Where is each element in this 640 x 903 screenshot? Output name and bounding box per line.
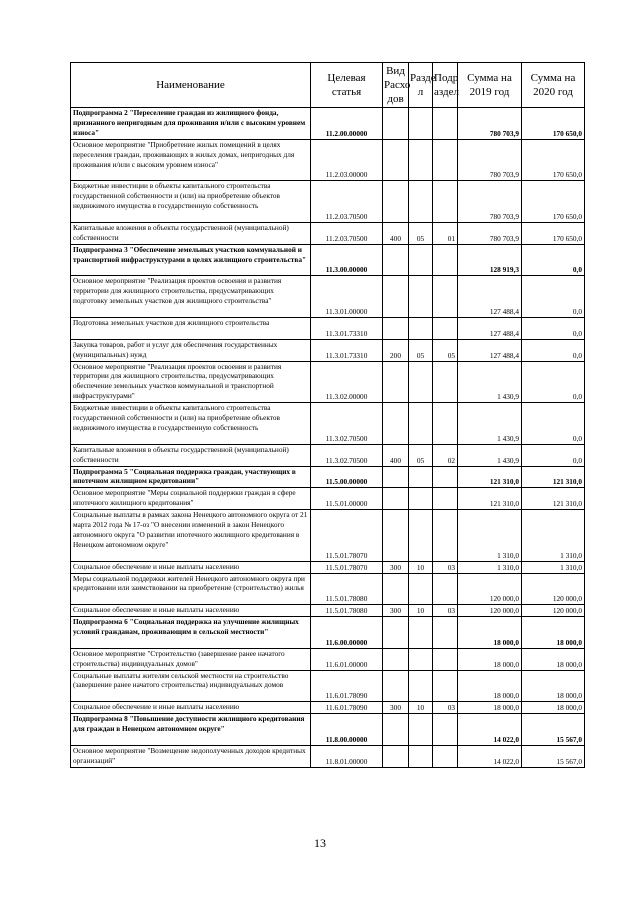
cell-name: Бюджетные инвестиции в объекты капитального строительства государственной собственности и (или) на приобретение объектов недвижимого имущества в государственную собственность — [71, 181, 311, 223]
cell-expense-type — [383, 181, 409, 223]
cell-expense-type — [383, 276, 409, 318]
cell-name: Социальное обеспечение и иные выплаты населению — [71, 702, 311, 714]
table-row — [71, 561, 585, 573]
cell-expense-type: 300 — [383, 605, 409, 617]
cell-target: 11.2.03.70500 — [311, 181, 383, 223]
cell-name: Социальные выплаты жителям сельской местности на строительство (завершение ранее начатого строительства) индивидуальных домов — [71, 670, 311, 702]
cell-expense-type — [383, 670, 409, 702]
cell-expense-type — [383, 617, 409, 649]
header-section: Разде л — [409, 63, 433, 108]
cell-subsection — [433, 573, 458, 605]
cell-section: 10 — [409, 702, 433, 714]
table-row — [71, 181, 585, 223]
cell-name: Социальное обеспечение и иные выплаты населению — [71, 561, 311, 573]
cell-section — [409, 361, 433, 403]
header-sum-2020: Сумма на 2020 год — [522, 63, 585, 108]
table-row — [71, 361, 585, 403]
cell-sum-2019: 127 488,4 — [458, 339, 522, 361]
cell-section — [409, 403, 433, 445]
cell-section — [409, 648, 433, 670]
cell-sum-2020: 120 000,0 — [522, 573, 585, 605]
cell-target: 11.2.03.70500 — [311, 222, 383, 244]
cell-expense-type — [383, 244, 409, 276]
cell-sum-2019: 780 703,9 — [458, 222, 522, 244]
table-row — [71, 510, 585, 562]
cell-expense-type — [383, 108, 409, 140]
cell-section: 10 — [409, 605, 433, 617]
cell-name: Подпрограмма 5 "Социальная поддержка граждан, участвующих в ипотечном жилищном кредитовании" — [71, 466, 311, 488]
header-target: Целевая статья — [311, 63, 383, 108]
cell-target: 11.8.00.00000 — [311, 714, 383, 746]
cell-name: Основное мероприятие "Реализация проектов освоения и развития территории для жилищного строительства, предусматривающих обеспечение земельных участков коммунальной и транспортной инфраструктурами" — [71, 361, 311, 403]
header-name: Наименование — [71, 63, 311, 108]
budget-table — [70, 62, 585, 768]
cell-sum-2019: 127 488,4 — [458, 317, 522, 339]
cell-name: Меры социальной поддержки жителей Ненецкого автономного округа при кредитовании или заимствовании на приобретение (строительство) жилья — [71, 573, 311, 605]
cell-expense-type — [383, 403, 409, 445]
cell-section — [409, 510, 433, 562]
cell-subsection — [433, 317, 458, 339]
cell-target: 11.6.01.78090 — [311, 702, 383, 714]
cell-subsection — [433, 361, 458, 403]
cell-sum-2020: 18 000,0 — [522, 670, 585, 702]
table-row — [71, 244, 585, 276]
cell-target: 11.3.02.70500 — [311, 444, 383, 466]
cell-expense-type: 300 — [383, 561, 409, 573]
table-row — [71, 403, 585, 445]
cell-sum-2019: 780 703,9 — [458, 181, 522, 223]
table-row — [71, 444, 585, 466]
cell-section: 05 — [409, 444, 433, 466]
cell-sum-2020: 18 000,0 — [522, 648, 585, 670]
cell-expense-type — [383, 488, 409, 510]
cell-target: 11.2.03.00000 — [311, 139, 383, 181]
cell-sum-2020: 0,0 — [522, 444, 585, 466]
cell-target: 11.6.00.00000 — [311, 617, 383, 649]
cell-sum-2019: 780 703,9 — [458, 108, 522, 140]
table-row — [71, 670, 585, 702]
table-row — [71, 466, 585, 488]
cell-target: 11.5.01.00000 — [311, 488, 383, 510]
cell-name: Капитальные вложения в объекты государственной (муниципальной) собственности — [71, 222, 311, 244]
cell-name: Закупка товаров, работ и услуг для обеспечения государственных (муниципальных) нужд — [71, 339, 311, 361]
cell-target: 11.3.01.73310 — [311, 339, 383, 361]
cell-sum-2019: 128 919,3 — [458, 244, 522, 276]
cell-sum-2019: 18 000,0 — [458, 648, 522, 670]
cell-target: 11.3.00.00000 — [311, 244, 383, 276]
cell-sum-2019: 1 430,9 — [458, 444, 522, 466]
cell-sum-2019: 120 000,0 — [458, 605, 522, 617]
cell-section — [409, 139, 433, 181]
cell-sum-2019: 127 488,4 — [458, 276, 522, 318]
cell-expense-type: 300 — [383, 702, 409, 714]
cell-section: 05 — [409, 339, 433, 361]
cell-sum-2020: 170 650,0 — [522, 222, 585, 244]
cell-expense-type: 200 — [383, 339, 409, 361]
cell-name: Основное мероприятие "Реализация проектов освоения и развития территории для жилищного строительства, предусматривающих подготовку земельных участков для жилищного строительства" — [71, 276, 311, 318]
cell-subsection: 02 — [433, 444, 458, 466]
cell-name: Социальное обеспечение и иные выплаты населению — [71, 605, 311, 617]
cell-sum-2019: 14 022,0 — [458, 745, 522, 767]
cell-sum-2020: 15 567,0 — [522, 714, 585, 746]
table-row — [71, 488, 585, 510]
cell-subsection — [433, 403, 458, 445]
cell-expense-type — [383, 745, 409, 767]
cell-subsection — [433, 714, 458, 746]
cell-name: Подпрограмма 8 "Повышение доступности жилищного кредитования для граждан в Ненецком автономном округе" — [71, 714, 311, 746]
table-row — [71, 139, 585, 181]
cell-section — [409, 714, 433, 746]
cell-expense-type — [383, 317, 409, 339]
cell-section — [409, 276, 433, 318]
cell-sum-2019: 120 000,0 — [458, 573, 522, 605]
cell-section: 05 — [409, 222, 433, 244]
cell-subsection: 05 — [433, 339, 458, 361]
cell-sum-2019: 18 000,0 — [458, 670, 522, 702]
cell-target: 11.2.00.00000 — [311, 108, 383, 140]
cell-sum-2020: 1 310,0 — [522, 561, 585, 573]
cell-sum-2019: 14 022,0 — [458, 714, 522, 746]
cell-sum-2020: 1 310,0 — [522, 510, 585, 562]
cell-target: 11.3.01.73310 — [311, 317, 383, 339]
cell-sum-2020: 170 650,0 — [522, 181, 585, 223]
header-subsection: Подр аздел — [433, 63, 458, 108]
cell-subsection: 01 — [433, 222, 458, 244]
cell-name: Подготовка земельных участков для жилищного строительства — [71, 317, 311, 339]
cell-subsection — [433, 244, 458, 276]
cell-section — [409, 317, 433, 339]
cell-sum-2020: 121 310,0 — [522, 488, 585, 510]
cell-subsection — [433, 108, 458, 140]
cell-sum-2019: 18 000,0 — [458, 702, 522, 714]
cell-subsection — [433, 276, 458, 318]
table-row — [71, 573, 585, 605]
cell-target: 11.5.01.78070 — [311, 510, 383, 562]
cell-expense-type — [383, 466, 409, 488]
cell-subsection — [433, 648, 458, 670]
cell-name: Подпрограмма 3 "Обеспечение земельных участков коммунальной и транспортной инфраструктурами в целях жилищного строительства" — [71, 244, 311, 276]
cell-sum-2019: 1 430,9 — [458, 361, 522, 403]
cell-subsection — [433, 139, 458, 181]
cell-sum-2019: 1 430,9 — [458, 403, 522, 445]
cell-section — [409, 466, 433, 488]
cell-sum-2019: 121 310,0 — [458, 488, 522, 510]
table-row — [71, 605, 585, 617]
cell-sum-2020: 0,0 — [522, 317, 585, 339]
table-row — [71, 617, 585, 649]
cell-section — [409, 670, 433, 702]
cell-expense-type: 400 — [383, 222, 409, 244]
cell-expense-type — [383, 510, 409, 562]
cell-expense-type — [383, 361, 409, 403]
cell-target: 11.5.01.78080 — [311, 573, 383, 605]
header-sum-2019: Сумма на 2019 год — [458, 63, 522, 108]
cell-name: Основное мероприятие "Возмещение недополученных доходов кредитных организаций" — [71, 745, 311, 767]
cell-sum-2020: 0,0 — [522, 361, 585, 403]
table-row — [71, 648, 585, 670]
cell-target: 11.3.01.00000 — [311, 276, 383, 318]
cell-subsection — [433, 466, 458, 488]
cell-sum-2020: 0,0 — [522, 244, 585, 276]
cell-expense-type — [383, 573, 409, 605]
cell-subsection — [433, 488, 458, 510]
cell-subsection — [433, 181, 458, 223]
cell-target: 11.8.01.00000 — [311, 745, 383, 767]
cell-sum-2020: 18 000,0 — [522, 617, 585, 649]
cell-subsection — [433, 617, 458, 649]
table-header-row — [71, 63, 585, 108]
cell-sum-2019: 1 310,0 — [458, 561, 522, 573]
page-number: 13 — [314, 836, 326, 850]
cell-target: 11.6.01.78090 — [311, 670, 383, 702]
cell-name: Бюджетные инвестиции в объекты капитального строительства государственной собственности и (или) на приобретение объектов недвижимого имущества в государственную собственность — [71, 403, 311, 445]
cell-target: 11.5.00.00000 — [311, 466, 383, 488]
cell-section — [409, 745, 433, 767]
table-row — [71, 108, 585, 140]
cell-sum-2019: 18 000,0 — [458, 617, 522, 649]
cell-name: Основное мероприятие "Приобретение жилых помещений в целях переселения граждан, проживающих в жилых домах, непригодных для проживания и/или с высоким уровнем износа" — [71, 139, 311, 181]
cell-expense-type: 400 — [383, 444, 409, 466]
cell-section — [409, 617, 433, 649]
table-row — [71, 222, 585, 244]
table-row — [71, 339, 585, 361]
cell-target: 11.5.01.78070 — [311, 561, 383, 573]
table-row — [71, 714, 585, 746]
cell-expense-type — [383, 714, 409, 746]
cell-sum-2019: 780 703,9 — [458, 139, 522, 181]
table-row — [71, 276, 585, 318]
cell-name: Подпрограмма 6 "Социальная поддержка на улучшение жилищных условий гражданам, проживающим в сельской местности" — [71, 617, 311, 649]
cell-sum-2020: 15 567,0 — [522, 745, 585, 767]
cell-target: 11.3.02.70500 — [311, 403, 383, 445]
cell-subsection — [433, 510, 458, 562]
table-row — [71, 745, 585, 767]
table-body — [71, 108, 585, 768]
cell-target: 11.3.02.00000 — [311, 361, 383, 403]
cell-section — [409, 573, 433, 605]
cell-sum-2020: 0,0 — [522, 276, 585, 318]
cell-section — [409, 244, 433, 276]
cell-subsection — [433, 670, 458, 702]
cell-expense-type — [383, 139, 409, 181]
cell-sum-2019: 1 310,0 — [458, 510, 522, 562]
cell-sum-2020: 120 000,0 — [522, 605, 585, 617]
cell-target: 11.6.01.00000 — [311, 648, 383, 670]
cell-target: 11.5.01.78080 — [311, 605, 383, 617]
cell-expense-type — [383, 648, 409, 670]
cell-sum-2020: 170 650,0 — [522, 108, 585, 140]
cell-subsection: 03 — [433, 702, 458, 714]
cell-subsection: 03 — [433, 605, 458, 617]
cell-name: Капитальные вложения в объекты государственной (муниципальной) собственности — [71, 444, 311, 466]
table-row — [71, 702, 585, 714]
cell-name: Подпрограмма 2 "Переселение граждан из жилищного фонда, признанного непригодным для проживания и/или с высоким уровнем износа" — [71, 108, 311, 140]
header-expense-type: Вид Расхо дов — [383, 63, 409, 108]
cell-sum-2020: 121 310,0 — [522, 466, 585, 488]
cell-name: Социальные выплаты в рамках закона Ненецкого автономного округа от 21 марта 2012 года № 17-оз "О внесении изменений в закон Ненецкого автономного округа "О развитии ипотечного жилищного кредитования в Ненецком автономном округе" — [71, 510, 311, 562]
cell-subsection — [433, 745, 458, 767]
cell-sum-2020: 18 000,0 — [522, 702, 585, 714]
cell-sum-2020: 0,0 — [522, 403, 585, 445]
cell-subsection: 03 — [433, 561, 458, 573]
cell-sum-2020: 0,0 — [522, 339, 585, 361]
cell-section: 10 — [409, 561, 433, 573]
cell-sum-2019: 121 310,0 — [458, 466, 522, 488]
table-row — [71, 317, 585, 339]
cell-section — [409, 181, 433, 223]
cell-sum-2020: 170 650,0 — [522, 139, 585, 181]
cell-name: Основное мероприятие "Меры социальной поддержки граждан в сфере ипотечного жилищного кредитования" — [71, 488, 311, 510]
cell-section — [409, 488, 433, 510]
cell-section — [409, 108, 433, 140]
cell-name: Основное мероприятие "Строительство (завершение ранее начатого строительства) индивидуальных домов" — [71, 648, 311, 670]
